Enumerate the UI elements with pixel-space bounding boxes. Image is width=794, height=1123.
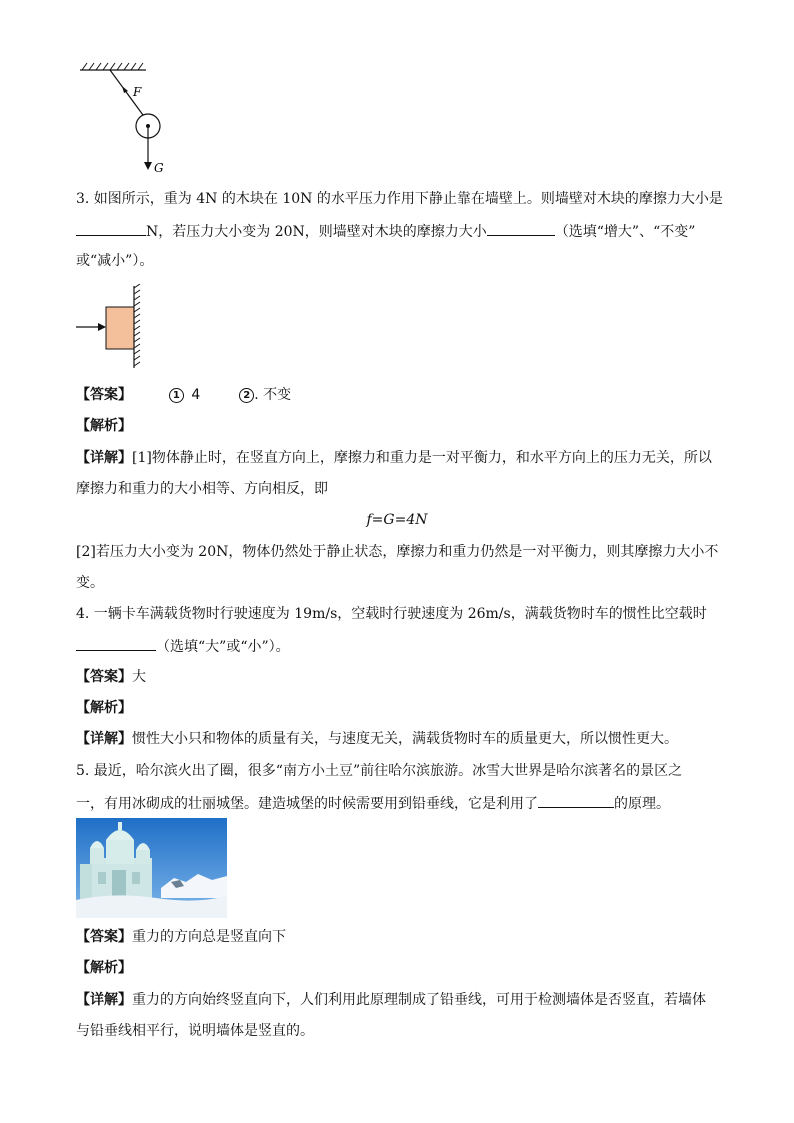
q4-detail-line <box>76 730 678 748</box>
q4-text-line-2 <box>76 636 290 656</box>
detail-label: 【详解】 <box>76 992 132 1008</box>
answer-label: 【答案】 <box>76 669 132 685</box>
q4-line-2-text: （选填“大”或“小”）。 <box>156 639 290 655</box>
q5-blank[interactable] <box>538 793 614 808</box>
q3-formula: f=G=4N <box>366 512 428 528</box>
q5-detail-line-1 <box>76 991 706 1009</box>
q3-detail-text-1: [1]物体静止时，在竖直方向上，摩擦力和重力是一对平衡力，和水平方向上的压力无关，所以 <box>132 450 712 466</box>
block-wall-figure <box>74 284 144 370</box>
detail-label: 【详解】 <box>76 450 132 466</box>
q5-line-2-part-a: 一，有用冰砌成的壮丽城堡。建造城堡的时候需要用到铅垂线，它是利用了 <box>76 796 538 812</box>
answer-label: 【答案】 <box>76 387 132 403</box>
ice-castle-photo <box>76 818 227 918</box>
q3-detail-line-2: 摩擦力和重力的大小相等、方向相反，即 <box>76 481 328 497</box>
q3-answer-line <box>76 386 291 404</box>
q5-analysis-label: 【解析】 <box>76 960 132 976</box>
q3-blank-2[interactable] <box>487 221 555 236</box>
gravity-label: G <box>154 161 164 175</box>
q3-text-line-1: 3. 如图所示，重为 4N 的木块在 10N 的水平压力作用下静止靠在墙壁上。则墙壁对木块的摩擦力大小是 <box>76 191 723 207</box>
answer-value-2: . 不变 <box>254 387 292 403</box>
q4-text-line-1: 4. 一辆卡车满载货物时行驶速度为 19m/s，空载时行驶速度为 26m/s，满载货物时车的惯性比空载时 <box>76 606 707 622</box>
pendulum-figure <box>76 58 166 176</box>
q5-text-line-1: 5. 最近，哈尔滨火出了圈，很多“南方小土豆”前往哈尔滨旅游。冰雪大世界是哈尔滨著名的景区之 <box>76 763 683 779</box>
q5-answer-line <box>76 928 286 946</box>
q5-detail-text-1: 重力的方向始终竖直向下，人们利用此原理制成了铅垂线，可用于检测墙体是否竖直，若墙体 <box>132 992 706 1008</box>
q4-analysis-label: 【解析】 <box>76 700 132 716</box>
detail-label: 【详解】 <box>76 731 132 747</box>
q4-answer-line <box>76 668 146 686</box>
q3-detail-line-3: [2]若压力大小变为 20N，物体仍然处于静止状态，摩擦力和重力仍然是一对平衡力，则其摩擦力大小不 <box>76 544 719 560</box>
q3-line-2-part-a: N，若压力大小变为 20N，则墙壁对木块的摩擦力大小 <box>146 224 487 240</box>
q4-blank[interactable] <box>76 636 156 651</box>
q3-blank-1[interactable] <box>76 221 146 236</box>
q5-detail-line-2: 与铅垂线相平行，说明墙体是竖直的。 <box>76 1023 314 1039</box>
q3-text-line-3: 或“减小”）。 <box>76 253 154 269</box>
q4-detail-text: 惯性大小只和物体的质量有关，与速度无关，满载货物时车的质量更大，所以惯性更大。 <box>132 731 678 747</box>
q4-answer-value: 大 <box>132 669 146 685</box>
q5-answer-value: 重力的方向总是竖直向下 <box>132 929 286 945</box>
q3-detail-line-4: 变。 <box>76 575 104 591</box>
force-label: F <box>133 85 142 99</box>
q5-text-line-2 <box>76 793 670 813</box>
answer-number-1: 1 <box>169 388 184 403</box>
q3-detail-line-1 <box>76 449 712 467</box>
q3-line-2-part-b: （选填“增大”、“不变” <box>554 224 696 240</box>
answer-number-2: 2 <box>239 388 254 403</box>
q3-text-line-2 <box>76 221 695 241</box>
answer-value-1: 4 <box>191 387 201 403</box>
q3-analysis-label: 【解析】 <box>76 418 132 434</box>
answer-label: 【答案】 <box>76 929 132 945</box>
q5-line-2-part-b: 的原理。 <box>614 796 670 812</box>
